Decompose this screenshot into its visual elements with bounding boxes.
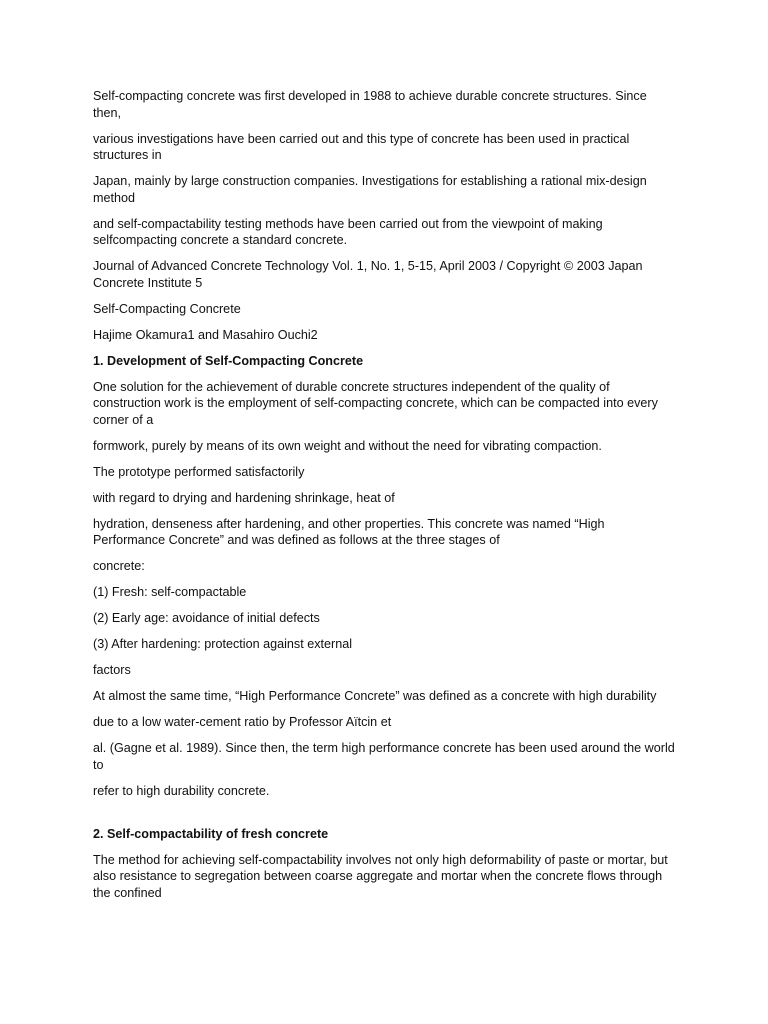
paragraph: al. (Gagne et al. 1989). Since then, the term high performance concrete has been used around the world to bbox=[93, 741, 675, 772]
paragraph: factors bbox=[93, 663, 131, 677]
paragraph: At almost the same time, “High Performance Concrete” was defined as a concrete with high durability bbox=[93, 689, 657, 703]
paragraph: The method for achieving self-compactability involves not only high deformability of paste or mortar, but also resistance to segregation between coarse aggregate and mortar when the concrete flows through the confined bbox=[93, 852, 668, 900]
journal-citation: Journal of Advanced Concrete Technology Vol. 1, No. 1, 5-15, April 2003 / Copyright © 2003 Japan Concrete Institute 5 bbox=[93, 259, 643, 290]
list-item: (1) Fresh: self-compactable bbox=[93, 585, 247, 599]
section-heading: 2. Self-compactability of fresh concrete bbox=[93, 826, 329, 841]
paragraph: concrete: bbox=[93, 559, 145, 573]
paragraph: formwork, purely by means of its own weight and without the need for vibrating compaction. bbox=[93, 438, 602, 453]
blank-line bbox=[93, 809, 678, 826]
paragraph: Self-compacting concrete was first developed in 1988 to achieve durable concrete structures. Since then, bbox=[93, 89, 647, 120]
list-item: (2) Early age: avoidance of initial defects bbox=[93, 611, 320, 625]
paragraph: hydration, denseness after hardening, and other properties. This concrete was named “High Performance Concrete” and was defined as follows at the three stages of bbox=[93, 516, 605, 547]
paragraph: various investigations have been carried out and this type of concrete has been used in practical structures in bbox=[93, 131, 630, 162]
document-body bbox=[93, 88, 678, 911]
paragraph: and self-compactability testing methods have been carried out from the viewpoint of making selfcompacting concrete a standard concrete. bbox=[93, 216, 603, 247]
paragraph: with regard to drying and hardening shrinkage, heat of bbox=[93, 490, 395, 505]
paragraph: due to a low water-cement ratio by Professor Aïtcin et bbox=[93, 715, 392, 729]
paragraph: The prototype performed satisfactorily bbox=[93, 464, 305, 479]
article-authors: Hajime Okamura1 and Masahiro Ouchi2 bbox=[93, 327, 318, 342]
paragraph: One solution for the achievement of durable concrete structures independent of the quality of construction work is the employment of self-compacting concrete, which can be compacted into every corner of a bbox=[93, 379, 658, 427]
list-item: (3) After hardening: protection against external bbox=[93, 637, 353, 651]
article-title: Self-Compacting Concrete bbox=[93, 301, 241, 316]
section-heading: 1. Development of Self-Compacting Concrete bbox=[93, 353, 364, 368]
paragraph: Japan, mainly by large construction companies. Investigations for establishing a rational mix-design method bbox=[93, 174, 647, 205]
paragraph: refer to high durability concrete. bbox=[93, 783, 270, 798]
